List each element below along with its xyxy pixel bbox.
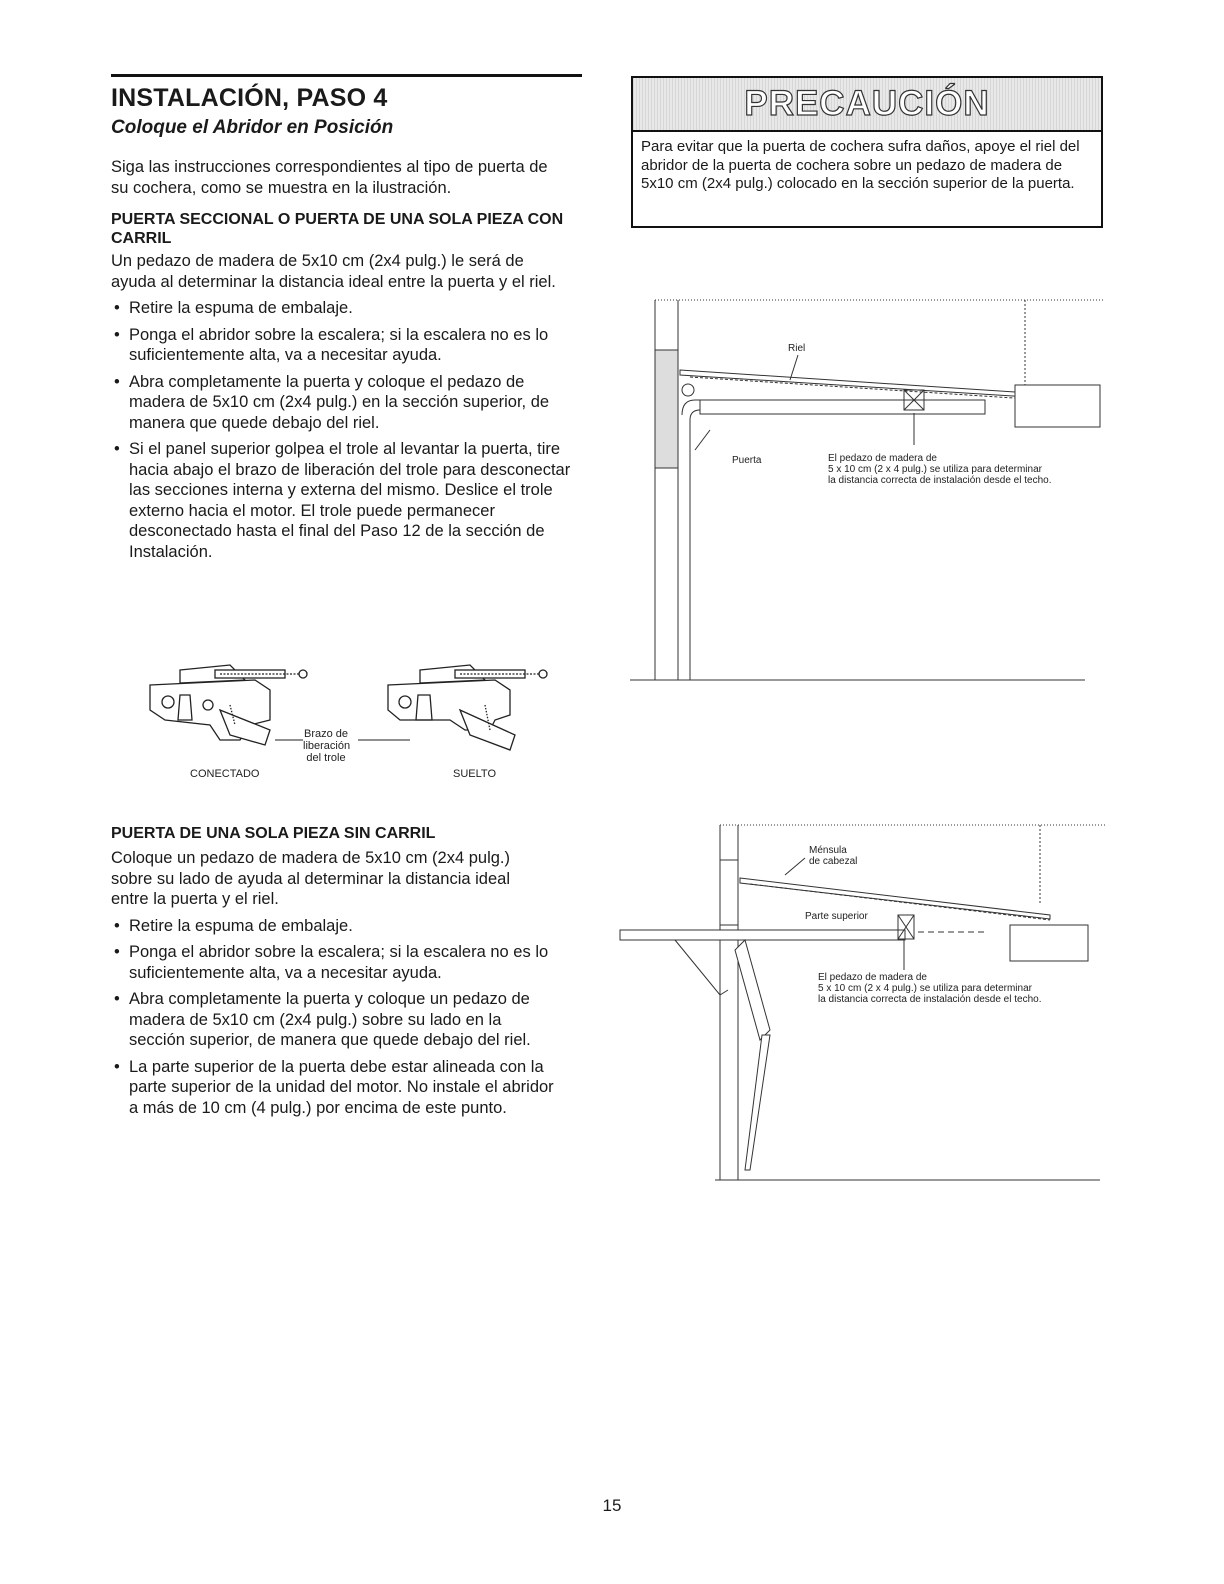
section2-list xyxy=(111,916,556,1119)
wood-note-1 xyxy=(828,453,1098,486)
list-item: • Abra completamente la puerta y coloque un pedazo de madera de 5x10 cm (2x4 pulg.) sobre su lado en la sección superior, de manera que quede debajo del riel. xyxy=(111,989,556,1051)
note-line: la distancia correcta de instalación desde el techo. xyxy=(828,475,1052,486)
caution-box xyxy=(631,76,1103,228)
trolley-connected-illustration xyxy=(150,665,307,745)
sectional-door-diagram xyxy=(630,295,1110,690)
note-line: 5 x 10 cm (2 x 4 pulg.) se utiliza para determinar xyxy=(828,464,1042,475)
section2-heading: PUERTA DE UNA SOLA PIEZA SIN CARRIL xyxy=(111,825,436,842)
label-connected: CONECTADO xyxy=(190,768,260,780)
caution-title: PRECAUCIÓN xyxy=(744,84,990,123)
section2-block xyxy=(111,824,581,1118)
motor-unit xyxy=(1015,385,1100,427)
intro-text: Siga las instrucciones correspondientes al tipo de puerta de su cochera, como se muestra en la ilustración. xyxy=(111,158,548,197)
list-item: • Abra completamente la puerta y coloque el pedazo de madera de 5x10 cm (2x4 pulg.) en la sección superior, de manera que quede debajo del riel. xyxy=(111,372,581,434)
note-line: la distancia correcta de instalación desde el techo. xyxy=(818,994,1042,1005)
rail xyxy=(740,878,1050,919)
list-item: • Ponga el abridor sobre la escalera; si la escalera no es lo suficientemente alta, va a necesitar ayuda. xyxy=(111,942,556,983)
door-spring-arm xyxy=(735,940,770,1040)
label-line: Brazo de xyxy=(303,728,349,740)
caution-banner xyxy=(633,78,1101,132)
door-track xyxy=(682,400,985,680)
label-line: de cabezal xyxy=(809,856,858,867)
bracket-label xyxy=(809,845,857,867)
rail-label: Riel xyxy=(788,343,806,354)
note-line: 5 x 10 cm (2 x 4 pulg.) se utiliza para determinar xyxy=(818,983,1032,994)
motor-unit xyxy=(1010,925,1088,961)
caution-text: Para evitar que la puerta de cochera sufra daños, apoye el riel del abridor de la puerta de cochera sobre un pedazo de madera de 5x10 cm (2x4 pulg.) colocado en la sección superior de la puerta. xyxy=(641,138,1080,192)
leader-line xyxy=(785,858,805,875)
title-rule xyxy=(111,74,582,77)
wood-note-2 xyxy=(818,972,1103,1005)
rail xyxy=(680,370,1060,399)
section1-heading: PUERTA SECCIONAL O PUERTA DE UNA SOLA PIEZA CON CARRIL xyxy=(111,211,564,247)
rail-chain xyxy=(690,377,1060,401)
trolley-loose-illustration xyxy=(388,665,547,750)
door-edge xyxy=(695,430,710,450)
door-label: Puerta xyxy=(732,455,762,466)
section1-block xyxy=(111,157,581,562)
list-item: • Retire la espuma de embalaje. xyxy=(111,916,556,937)
note-line: El pedazo de madera de xyxy=(818,972,927,983)
section1-list xyxy=(111,298,581,562)
header-wall xyxy=(655,350,678,468)
header-wall xyxy=(720,860,738,925)
door-spring xyxy=(745,1035,770,1170)
list-item: • La parte superior de la puerta debe estar alineada con la parte superior de la unidad del motor. No instale el abridor a más de 10 cm (4 pulg.) por encima de este punto. xyxy=(111,1057,556,1119)
section2-body: Coloque un pedazo de madera de 5x10 cm (2x4 pulg.) sobre su lado de ayuda al determinar la distancia ideal entre la puerta y el riel. xyxy=(111,849,511,908)
list-item: • Retire la espuma de embalaje. xyxy=(111,298,581,319)
label-loose: SUELTO xyxy=(453,768,496,780)
list-item: • Ponga el abridor sobre la escalera; si la escalera no es lo suficientemente alta, va a necesitar ayuda. xyxy=(111,325,581,366)
door-panel xyxy=(700,400,985,414)
release-arm-label xyxy=(303,728,349,764)
bracket-pulley xyxy=(682,384,694,396)
section1-body: Un pedazo de madera de 5x10 cm (2x4 pulg.) le será de ayuda al determinar la distancia ideal entre la puerta y el riel. xyxy=(111,252,556,291)
leader-line xyxy=(790,355,798,380)
label-line: del trole xyxy=(306,752,346,764)
label-line: liberación xyxy=(303,740,351,752)
note-line: El pedazo de madera de xyxy=(828,453,937,464)
list-item: • Si el panel superior golpea el trole al levantar la puerta, tire hacia abajo el brazo de liberación del trole para desconectar las secciones interna y externa del mismo. Deslice el trole externo hacia el motor. El trole puede permanecer desconectado hasta el final del Paso 12 de la sección de Instalación. xyxy=(111,439,581,562)
door-top xyxy=(620,930,905,940)
page-title: INSTALACIÓN, PASO 4 xyxy=(111,84,388,112)
page-subtitle: Coloque el Abridor en Posición xyxy=(111,117,394,138)
label-line: Ménsula xyxy=(809,845,847,856)
top-label: Parte superior xyxy=(805,911,868,922)
page-number: 15 xyxy=(602,1496,622,1515)
